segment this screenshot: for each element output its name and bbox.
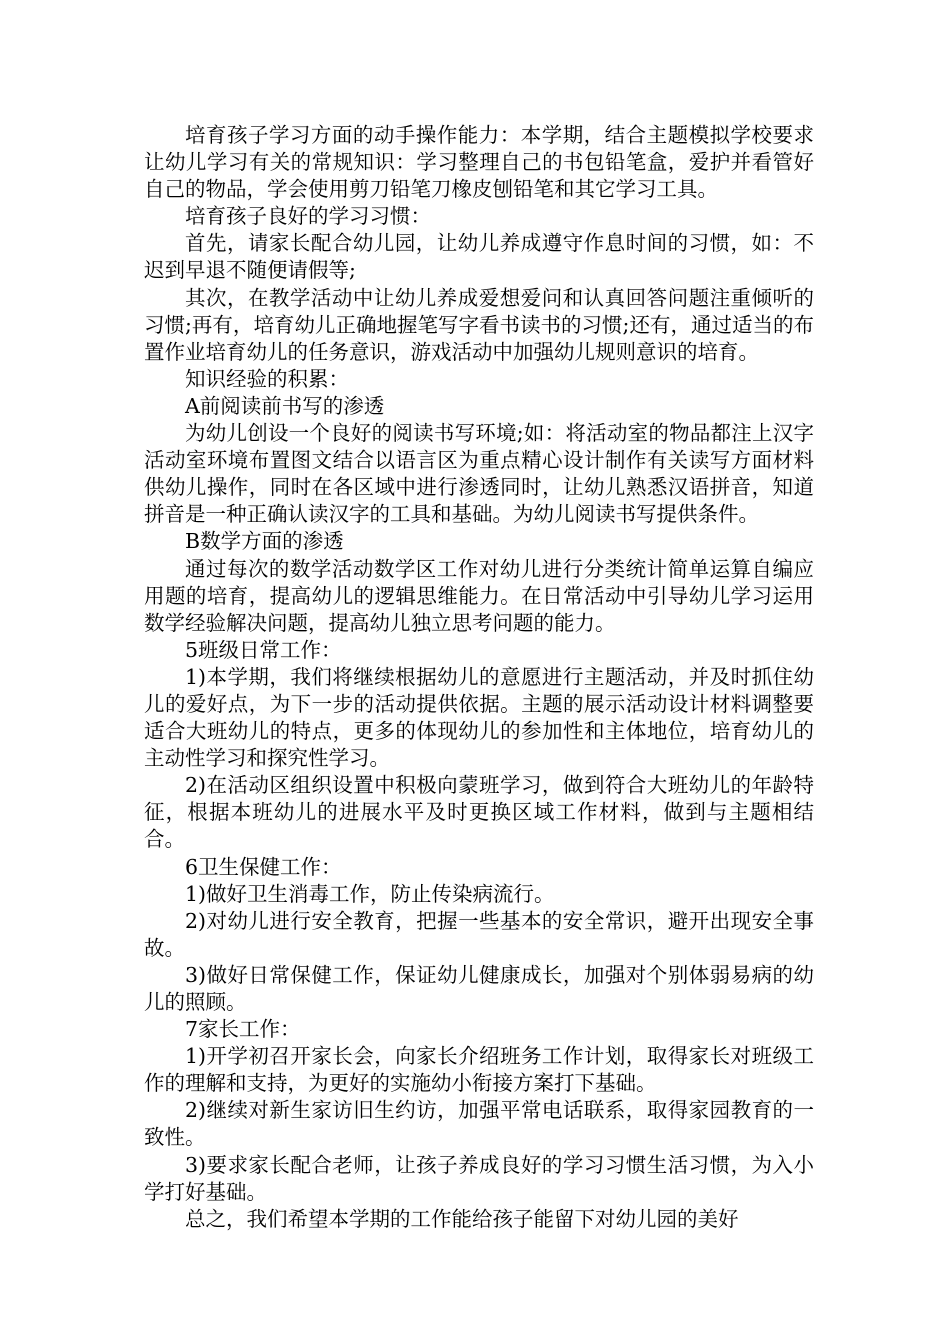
- paragraph-health-2: 2)对幼儿进行安全教育，把握一些基本的安全常识，避开出现安全事故。: [144, 908, 814, 960]
- paragraph-health-3: 3)做好日常保健工作，保证幼儿健康成长，加强对个别体弱易病的幼儿的照顾。: [144, 962, 814, 1014]
- paragraph-second-listening: 其次，在教学活动中让幼儿养成爱想爱问和认真回答问题注重倾听的习惯;再有，培育幼儿正确地握笔写字看书读书的习惯;还有，通过适当的布置作业培育幼儿的任务意识，游戏活动中加强幼儿规则意识的培育。: [144, 285, 814, 364]
- paragraph-class-routine-2: 2)在活动区组织设置中积极向蒙班学习，做到符合大班幼儿的年龄特征，根据本班幼儿的进展水平及时更换区域工作材料，做到与主题相结合。: [144, 773, 814, 852]
- paragraph-math-activities: 通过每次的数学活动数学区工作对幼儿进行分类统计简单运算自编应用题的培育，提高幼儿的逻辑思维能力。在日常活动中引导幼儿学习运用数学经验解决问题，提高幼儿独立思考问题的能力。: [144, 556, 814, 635]
- paragraph-health-1: 1)做好卫生消毒工作，防止传染病流行。: [185, 881, 555, 906]
- paragraph-parents-1: 1)开学初召开家长会，向家长介绍班务工作计划，取得家长对班级工作的理解和支持，为更好的实施幼小衔接方案打下基础。: [144, 1044, 814, 1096]
- paragraph-hands-on-ability: 培育孩子学习方面的动手操作能力：本学期，结合主题模拟学校要求让幼儿学习有关的常规知识：学习整理自己的书包铅笔盒，爱护并看管好自己的物品，学会使用剪刀铅笔刀橡皮刨铅笔和其它学习工具。: [144, 123, 814, 202]
- paragraph-parents-2: 2)继续对新生家访旧生约访，加强平常电话联系，取得家园教育的一致性。: [144, 1098, 814, 1150]
- paragraph-conclusion: 总之，我们希望本学期的工作能给孩子能留下对幼儿园的美好: [185, 1206, 739, 1231]
- paragraph-parents-heading: 7家长工作：: [185, 1017, 301, 1042]
- paragraph-reading-writing-heading: A前阅读前书写的渗透: [185, 393, 385, 418]
- paragraph-health-heading: 6卫生保健工作：: [185, 854, 342, 879]
- paragraph-parents-3: 3)要求家长配合老师，让孩子养成良好的学习习惯生活习惯，为入小学打好基础。: [144, 1152, 814, 1204]
- paragraph-knowledge-heading: 知识经验的积累：: [185, 366, 349, 391]
- document-body: [144, 122, 814, 1233]
- paragraph-reading-environment: 为幼儿创设一个良好的阅读书写环境;如：将活动室的物品都注上汉字活动室环境布置图文结合以语言区为重点精心设计制作有关读写方面材料供幼儿操作，同时在各区域中进行渗透同时，让幼儿熟悉汉语拼音，知道拼音是一种正确认读汉字的工具和基础。为幼儿阅读书写提供条件。: [144, 421, 814, 527]
- paragraph-math-heading: B数学方面的渗透: [185, 529, 344, 554]
- paragraph-class-routine-1: 1)本学期，我们将继续根据幼儿的意愿进行主题活动，并及时抓住幼儿的爱好点，为下一步的活动提供依据。主题的展示活动设计材料调整要适合大班幼儿的特点，更多的体现幼儿的参加性和主体地位，培育幼儿的主动性学习和探究性学习。: [144, 664, 814, 771]
- paragraph-study-habits-heading: 培育孩子良好的学习习惯：: [185, 204, 431, 229]
- paragraph-class-routine-heading: 5班级日常工作：: [185, 637, 342, 662]
- paragraph-first-schedule: 首先，请家长配合幼儿园，让幼儿养成遵守作息时间的习惯，如：不迟到早退不随便请假等;: [144, 231, 814, 283]
